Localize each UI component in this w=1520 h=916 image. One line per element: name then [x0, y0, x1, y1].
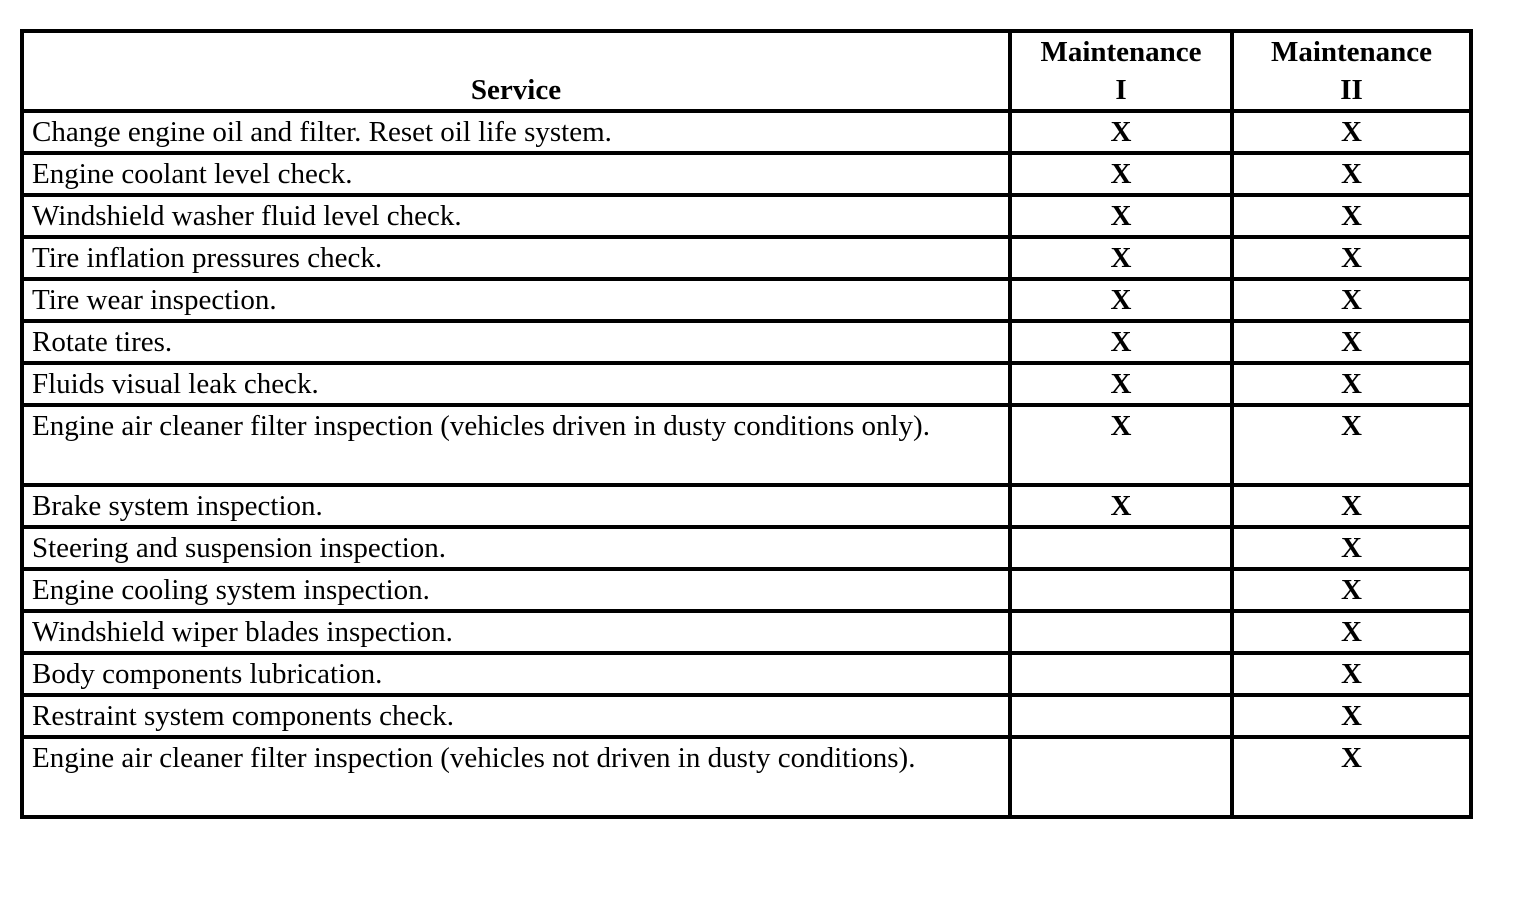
- table-header: [22, 31, 1471, 111]
- service-cell: Change engine oil and filter. Reset oil life system.: [22, 111, 1010, 153]
- maintenance-2-mark: X: [1232, 321, 1471, 363]
- maintenance-2-mark: X: [1232, 405, 1471, 485]
- service-cell: Engine air cleaner filter inspection (vehicles driven in dusty conditions only).: [22, 405, 1010, 485]
- service-cell: Engine cooling system inspection.: [22, 569, 1010, 611]
- maintenance-1-mark: X: [1010, 195, 1232, 237]
- maintenance-2-mark: X: [1232, 527, 1471, 569]
- table-row: [22, 737, 1471, 817]
- maintenance-1-mark: X: [1010, 485, 1232, 527]
- maintenance-2-mark: X: [1232, 737, 1471, 817]
- service-cell: Brake system inspection.: [22, 485, 1010, 527]
- maintenance-2-mark: X: [1232, 279, 1471, 321]
- service-cell: Rotate tires.: [22, 321, 1010, 363]
- service-cell: Body components lubrication.: [22, 653, 1010, 695]
- service-cell: Steering and suspension inspection.: [22, 527, 1010, 569]
- maintenance-1-mark: X: [1010, 279, 1232, 321]
- table-row: [22, 237, 1471, 279]
- table-row: [22, 363, 1471, 405]
- header-maintenance-1: [1010, 31, 1232, 111]
- maintenance-1-mark: X: [1010, 237, 1232, 279]
- table-row: [22, 569, 1471, 611]
- table-row: [22, 405, 1471, 485]
- table-row: [22, 321, 1471, 363]
- service-cell: Fluids visual leak check.: [22, 363, 1010, 405]
- maintenance-2-mark: X: [1232, 111, 1471, 153]
- maintenance-1-mark: [1010, 653, 1232, 695]
- maintenance-1-mark: X: [1010, 111, 1232, 153]
- table-row: [22, 111, 1471, 153]
- service-cell: Engine air cleaner filter inspection (vehicles not driven in dusty conditions).: [22, 737, 1010, 817]
- header-maintenance-1-line-1: Maintenance: [1040, 36, 1202, 68]
- maintenance-2-mark: X: [1232, 653, 1471, 695]
- maintenance-1-mark: [1010, 737, 1232, 817]
- table-row: [22, 611, 1471, 653]
- table-row: [22, 653, 1471, 695]
- maintenance-1-mark: X: [1010, 363, 1232, 405]
- header-service-label: Service: [470, 74, 562, 106]
- maintenance-1-mark: [1010, 569, 1232, 611]
- table-row: [22, 527, 1471, 569]
- table-row: [22, 695, 1471, 737]
- header-maintenance-2-line-2: II: [1340, 74, 1363, 106]
- service-cell: Engine coolant level check.: [22, 153, 1010, 195]
- maintenance-2-mark: X: [1232, 153, 1471, 195]
- maintenance-1-mark: X: [1010, 153, 1232, 195]
- header-maintenance-2-line-1: Maintenance: [1270, 36, 1433, 68]
- maintenance-1-mark: X: [1010, 321, 1232, 363]
- maintenance-1-mark: [1010, 611, 1232, 653]
- service-cell: Windshield washer fluid level check.: [22, 195, 1010, 237]
- service-cell: Tire wear inspection.: [22, 279, 1010, 321]
- maintenance-2-mark: X: [1232, 237, 1471, 279]
- header-maintenance-1-line-2: I: [1115, 74, 1127, 106]
- table-body: [22, 111, 1471, 817]
- maintenance-1-mark: [1010, 527, 1232, 569]
- table-row: [22, 153, 1471, 195]
- maintenance-schedule-table: [20, 29, 1473, 819]
- maintenance-2-mark: X: [1232, 363, 1471, 405]
- table-row: [22, 485, 1471, 527]
- service-cell: Tire inflation pressures check.: [22, 237, 1010, 279]
- maintenance-2-mark: X: [1232, 195, 1471, 237]
- service-cell: Windshield wiper blades inspection.: [22, 611, 1010, 653]
- maintenance-1-mark: [1010, 695, 1232, 737]
- table-row: [22, 279, 1471, 321]
- table-row: [22, 195, 1471, 237]
- header-row: [22, 31, 1471, 111]
- maintenance-2-mark: X: [1232, 569, 1471, 611]
- maintenance-2-mark: X: [1232, 611, 1471, 653]
- header-service: [22, 31, 1010, 111]
- maintenance-2-mark: X: [1232, 485, 1471, 527]
- maintenance-1-mark: X: [1010, 405, 1232, 485]
- service-cell: Restraint system components check.: [22, 695, 1010, 737]
- header-maintenance-2: [1232, 31, 1471, 111]
- maintenance-2-mark: X: [1232, 695, 1471, 737]
